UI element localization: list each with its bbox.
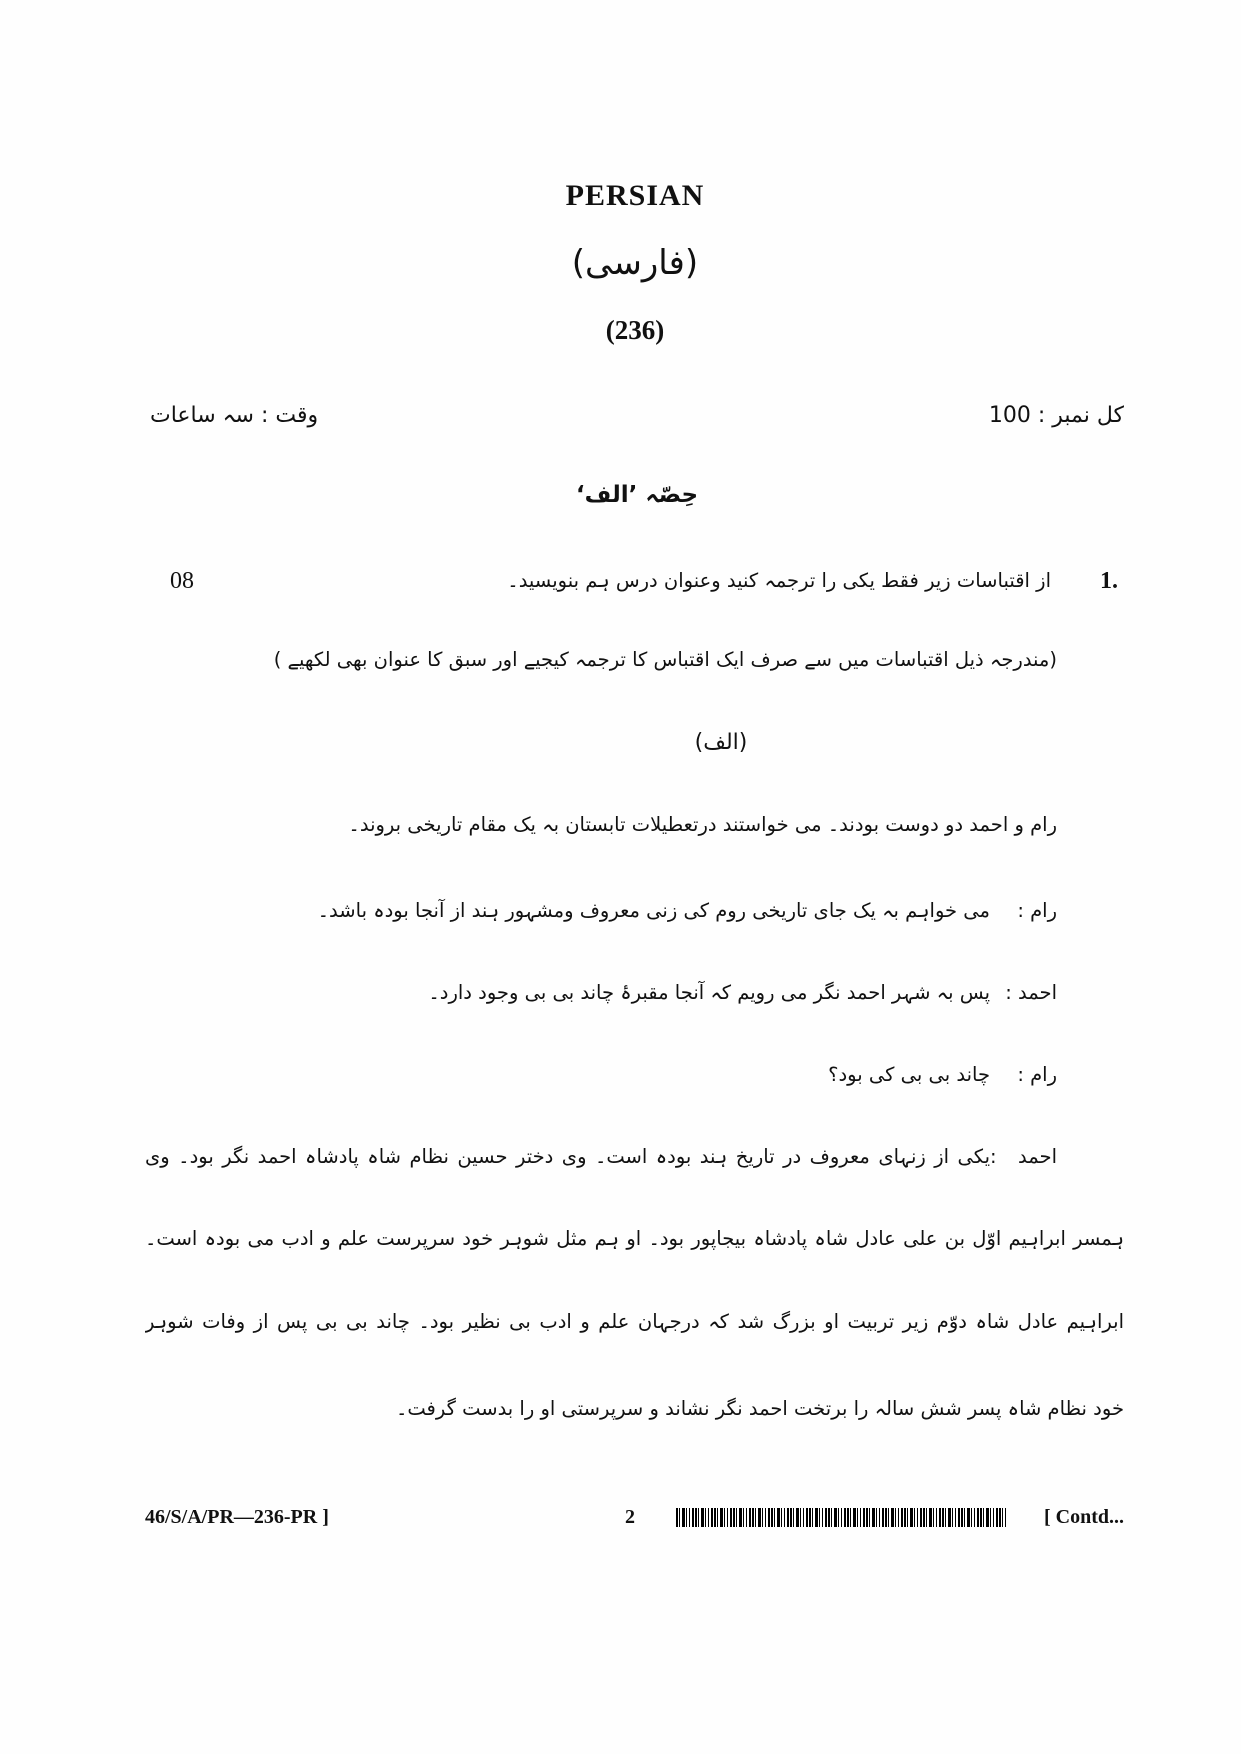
maximum-marks: کل نمبر : 100 [988,403,1124,428]
time-allowed: وقت : سہ ساعات [150,403,319,428]
dialogue-speaker: احمد : [990,1145,1057,1168]
dialogue-speaker: احمد : [1005,981,1057,1004]
passage-intro: رام و احمد دو دوست بودند۔ می خواستند درتعطیلات تابستان بہ یک مقام تاریخی بروند۔ [348,813,1057,836]
page-number: 2 [625,1506,635,1528]
passage-continuation-line: ہمسر ابراہیم اوّل بن علی عادل شاہ پادشاہ بیجاپور بود۔ او ہم مثل شوہر خود سرپرست علم و ادب می بودہ است۔ [145,1227,1124,1250]
dialogue-text: می خواہم بہ یک جای تاریخی روم کی زنی معروف ومشہور ہند از آنجا بودہ باشد۔ [317,899,990,922]
dialogue-line [145,968,1057,1018]
subject-title-native: (فارسی) [571,243,699,283]
question-instruction-persian: از اقتباسات زیر فقط یکی را ترجمہ کنید وعنوان درس ہم بنویسید۔ [507,569,1051,592]
dialogue-line [145,1050,1057,1100]
question-marks: 08 [170,568,194,594]
passage-continuation-line: خود نظام شاہ پسر شش سالہ را برتخت احمد نگر نشاند و سرپرستی او را بدست گرفت۔ [395,1397,1124,1420]
dialogue-speaker: رام : [1017,899,1057,922]
dialogue-text: پس بہ شہر احمد نگر می رویم کہ آنجا مقبرۂ چاند بی بی وجود دارد۔ [428,981,990,1004]
dialogue-line [145,886,1057,936]
dialogue-text: یکی از زنہای معروف در تاریخ ہند بودہ است۔ وی دختر حسین نظام شاہ پادشاہ احمد نگر بود۔ وی [145,1145,990,1168]
dialogue-speaker: رام : [1017,1063,1057,1086]
question-instruction-urdu: (مندرجہ ذیل اقتباسات میں سے صرف ایک اقتباس کا ترجمہ کیجیے اور سبق کا عنوان بھی لکھیے ) [273,648,1057,671]
dialogue-text: چاند بی بی کی بود؟ [828,1063,990,1086]
footer-paper-code: 46/S/A/PR—236-PR ] [145,1506,329,1528]
paper-code: (236) [605,315,665,345]
dialogue-line [145,1132,1057,1182]
subject-title-english: PERSIAN [565,179,705,212]
passage-label: (الف) [694,730,748,755]
question-number: 1. [1100,568,1118,594]
continued-label: [ Contd... [1043,1506,1124,1528]
passage-continuation-line: ابراہیم عادل شاہ دوّم زیر تربیت او بزرگ شد کہ درجہان علم و ادب بی نظیر بود۔ چاند بی بی پس از وفات شوہر [145,1310,1124,1333]
barcode [676,1508,1006,1527]
section-title: حِصّہ ’الف‘ [575,482,699,508]
